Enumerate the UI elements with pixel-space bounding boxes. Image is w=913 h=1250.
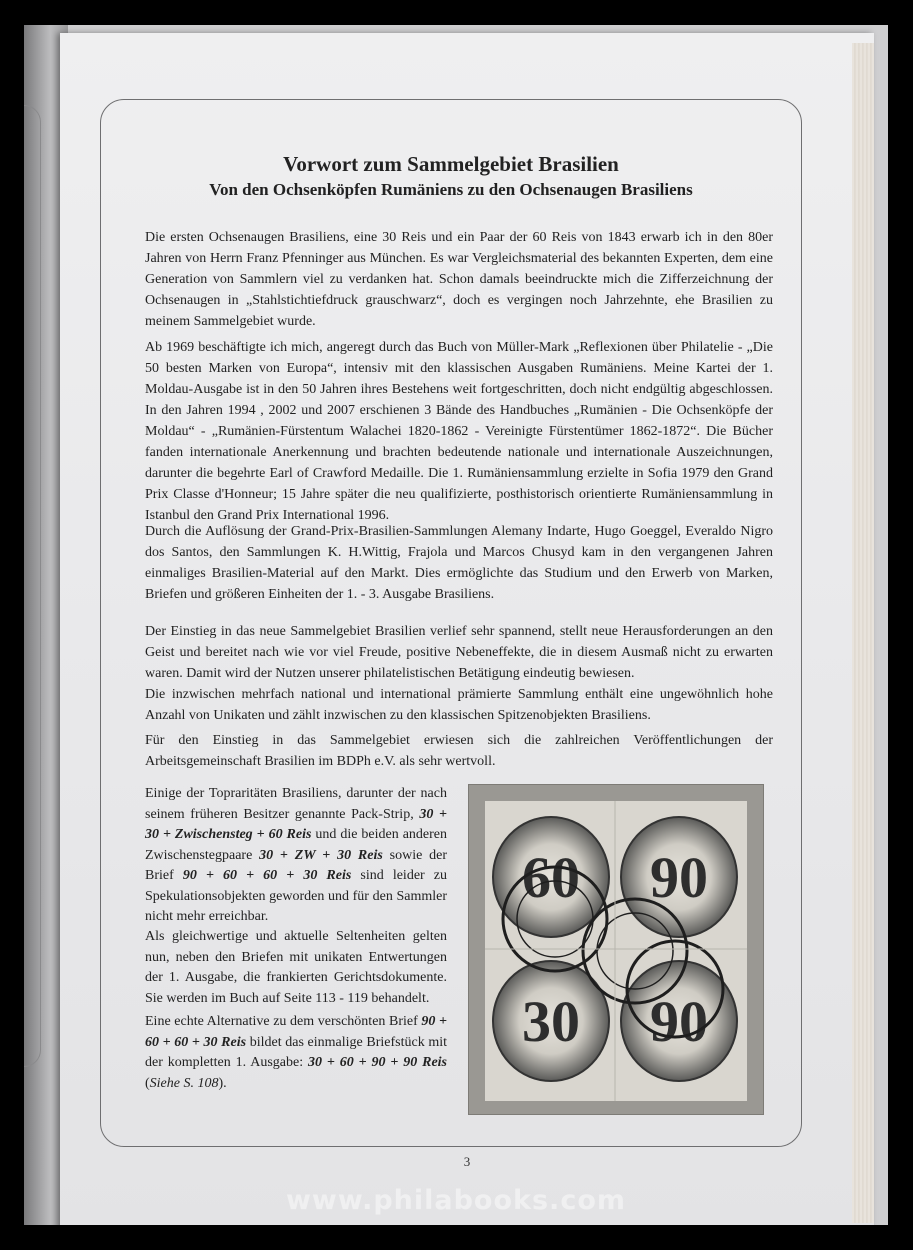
- column-paragraph-2: [145, 927, 447, 1009]
- photo: [24, 25, 888, 1225]
- left-page-frame: [24, 105, 41, 1067]
- stamp-top-left: [493, 817, 609, 937]
- paragraph-text: Die ersten Ochsenaugen Brasiliens, eine 30 Reis und ein Paar der 60 Reis von 1843 erwarb ich in den 80er Jahren von Herrn Franz Pfenninger aus München. Es war Vergleichsmaterial des bekannten Experten, dem eine Generation von Sammlern viel zu verdanken hat. Schon damals beeindruckte mich die Zifferzeichnung der Ochsenaugen in „Stahlstichtiefdruck grauschwarz“, doch es vergingen noch Jahrzehnte, ehe Brasilien zu meinem Sammelgebiet wurde.: [145, 230, 773, 329]
- text: Einige der Toprаritäten Brasiliens, darunter der nach seinem früheren Besitzer genannte Pack-Strip,: [145, 786, 447, 822]
- page-subtitle: Von den Ochsenköpfen Rumäniens zu den Ochsenaugen Brasiliens: [209, 180, 693, 199]
- text: sind leider zu Spekulationsobjekten geworden und für den Sammler nicht mehr erreichbar.: [145, 868, 448, 924]
- bold-value: 30 + 60 + 90 + 90 Reis: [308, 1055, 447, 1070]
- text: Eine echte Alternative zu dem verschönten Brief: [145, 1014, 422, 1029]
- stamp-block: [485, 801, 747, 1101]
- bold-value: 30 + 30 + Zwischensteg + 60 Reis: [145, 806, 447, 842]
- page-number: 3: [463, 1154, 471, 1169]
- content-frame: [100, 99, 802, 1147]
- page-edges: [852, 43, 874, 1223]
- paragraph-text: Die inzwischen mehrfach national und international prämierte Sammlung enthält eine ungewöhnlich hohe Anzahl von Unikaten und zählt inzwischen zu den klassischen Spitzenobjekten Brasiliens.: [145, 687, 773, 723]
- column-paragraph-1: [145, 784, 447, 928]
- paragraph-text: Durch die Auflösung der Grand-Prix-Brasilien-Sammlungen Alemany Indarte, Hugo Goeggel, Everaldo Nigro dos Santos, den Sammlungen K. H.Wittig, Frajola und Marcos Chusyd kam in den vergangenen Jahren einmaliges Brasilien-Material auf den Markt. Dies ermöglichte das Studium und den Erwerb von Marken, Briefen und größeren Einheiten der 1. - 3. Ausgabe Brasiliens.: [145, 524, 773, 602]
- watermark: www.philabooks.com: [285, 1185, 627, 1216]
- italic-ref: Siehe S. 108: [149, 1075, 219, 1091]
- stamp-value: 90: [650, 989, 708, 1054]
- text: sowie der Brief: [145, 847, 447, 883]
- paragraph-text: Ab 1969 beschäftigte ich mich, angeregt durch das Buch von Müller-Mark „Reflexionen über Philatelie - „Die 50 besten Marken von Europa“, intensiv mit den klassischen Ausgaben Rumäniens. Meine Kartei der 1. Moldau-Ausgabe ist in den 50 Jahren ihres Bestehens weit fortgeschritten, doch nicht endgültig abgeschlossen. In den Jahren 1994 , 2002 und 2007 erschienen 3 Bände des Handbuches „Rumänien - Die Ochsenköpfe der Moldau“ - „Rumänien-Fürstentum Walachei 1820-1862 - Vereinigte Fürstentümer 1862-1872“. Die Bücher fanden internationale Anerkennung und brachten bedeutende nationale und internationale Auszeichnungen, darunter die begehrte Earl of Crawford Medaille. Die 1. Rumäniensammlung erzielte in Sofia 1979 den Grand Prix Classe d'Honneur; 15 Jahre später die neu qualifizierte, posthistorisch orientierte Rumäniensammlung in Istanbul den Grand Prix International 1996.: [145, 340, 773, 523]
- paragraph-text: Der Einstieg in das neue Sammelgebiet Brasilien verlief sehr spannend, stellt neue Herausforderungen an den Geist und bereitet nach wie vor viel Freude, positive Nebeneffekte, die in diesem Ausmaß nicht zu erwarten waren. Damit wird der Nutzen unserer philatelistischen Betätigung eindeutig bewiesen.: [145, 624, 773, 681]
- paragraph-text: Für den Einstieg in das Sammelgebiet erwiesen sich die zahlreichen Veröffentlichungen der Arbeitsgemeinschaft Brasilien im BDPh e.V. als sehr wertvoll.: [145, 733, 773, 769]
- page-title: Vorwort zum Sammelgebiet Brasilien: [283, 152, 619, 176]
- column-paragraph-3: [145, 1012, 447, 1094]
- text: ).: [218, 1075, 227, 1091]
- bulls-eye-stamps-image: [485, 801, 747, 1101]
- paragraph-2: [145, 337, 773, 526]
- paragraph-3: [145, 521, 773, 605]
- text: (: [145, 1075, 150, 1091]
- paragraph-4: [145, 621, 773, 726]
- bold-value: 90 + 60 + 60 + 30 Reis: [145, 1014, 447, 1050]
- paragraph-5: [145, 730, 773, 772]
- stamp-value: 90: [650, 845, 708, 910]
- stamp-value: 60: [522, 845, 580, 910]
- book-page: [60, 33, 874, 1225]
- text: und die beiden anderen Zwischenstegpaare: [145, 827, 448, 863]
- text: Als gleichwertige und aktuelle Seltenheiten gelten nun, neben den Briefen mit unikaten Entwertungen der 1. Ausgabe, die frankierten Gerichtsdokumente. Sie werden im Buch auf Seite 113 - 119 behandelt.: [145, 929, 447, 1006]
- text: bildet das einmalige Briefstück mit der kompletten 1. Ausgabe:: [145, 1034, 447, 1070]
- paragraph-1: [145, 227, 773, 332]
- stamp-value: 30: [522, 989, 580, 1054]
- stamp-photo: [468, 784, 764, 1115]
- bold-value: 30 + ZW + 30 Reis: [259, 847, 383, 863]
- bold-value: 90 + 60 + 60 + 30 Reis: [182, 868, 352, 883]
- stamp-top-right: [621, 817, 737, 937]
